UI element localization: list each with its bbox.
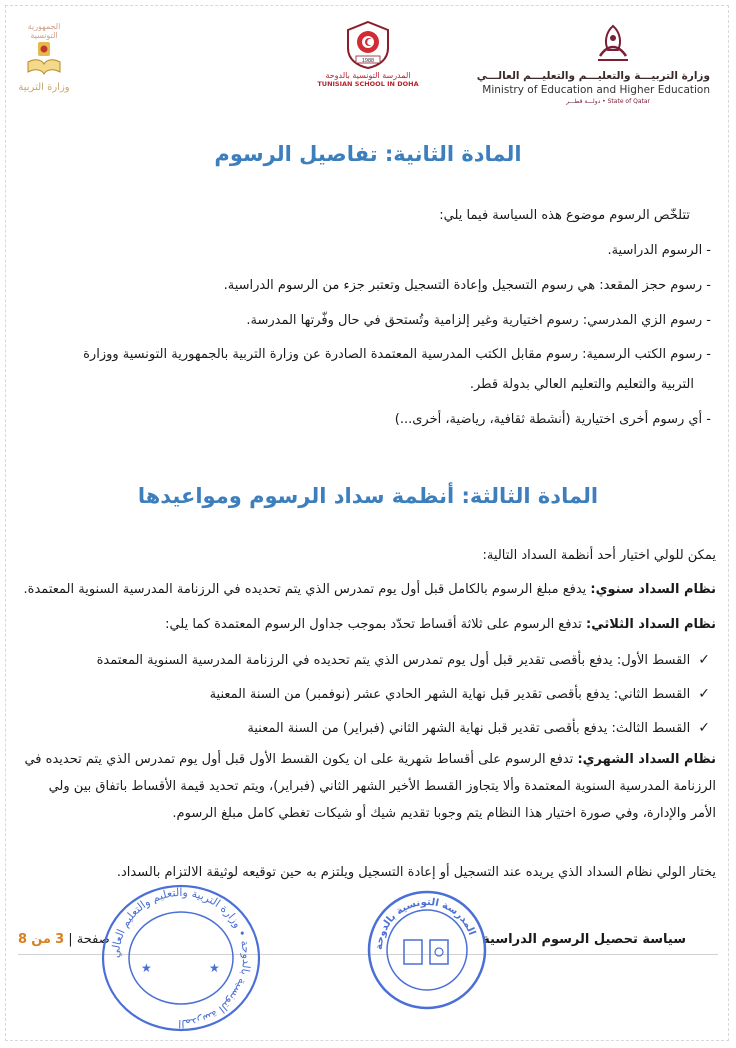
svg-text:★: ★: [209, 961, 220, 975]
installment-item: [97, 650, 710, 671]
ministry-name-arabic: وزارة التربيـــة والتعليـــم والتعليـــم العالـــي: [476, 70, 710, 82]
section-2-title: المادة الثانية: تفاصيل الرسوم: [214, 142, 522, 166]
school-name-english: TUNISIAN SCHOOL IN DOHA: [317, 80, 419, 88]
fee-item: - رسوم حجز المقعد: هي رسوم التسجيل وإعادة التسجيل وتعتبر جزء من الرسوم الدراسية.: [223, 278, 711, 293]
triple-payment-text: تدفع الرسوم على ثلاثة أقساط تحدّد بموجب جداول الرسوم المعتمدة كما يلي:: [165, 617, 582, 632]
letterhead: [0, 18, 736, 108]
installment-text: القسط الثاني: يدفع بأقصى تقدير قبل نهاية الشهر الحادي عشر (نوفمبر) من السنة المعنية: [209, 687, 691, 702]
monthly-payment-text: تدفع الرسوم على أقساط شهرية على ان يكون القسط الأول قبل أول يوم تمدرس الذي يتم تحديده في الرزنامة المدرسية السنوية المعتمدة وألا يتجاوز القسط الأخير الشهر الثاني (فبراير)، ويتم تحديد قيمة الأقساط باتفاق بين ولي الأمر والإدارة، وفي صورة اختيار هذا النظام يتم وجوبا تقديم شيك أو شيكات تغطي كامل مبلغ الرسوم.: [24, 752, 716, 821]
monthly-payment-label: نظام السداد الشهري:: [577, 752, 716, 767]
school-seal-icon: [344, 20, 392, 70]
installment-item: [247, 718, 710, 739]
monthly-payment-rule: [20, 746, 716, 827]
stamp-left-text: المدرسة التونسية بالدوحة • وزارة التربية والتعليم والتعليم العالي: [108, 885, 254, 1031]
official-stamp-right: [364, 888, 490, 1012]
installment-text: القسط الأول: يدفع بأقصى تقدير قبل أول يوم تمدرس الذي يتم تحديده في الرزنامة المدرسية السنوية المعتمدة: [96, 653, 691, 668]
footer-policy-title: سياسة تحصيل الرسوم الدراسية: [482, 932, 686, 947]
school-seal-year: 1988: [361, 57, 375, 64]
page-of: من: [31, 932, 51, 947]
installment-item: [210, 684, 710, 705]
page-word: صفحة: [76, 932, 110, 947]
fee-item: - أي رسوم أخرى اختيارية (أنشطة ثقافية، رياضية، أخرى...): [394, 412, 711, 427]
ministry-state-label: State of Qatar • دولـــة قطـــر: [566, 98, 650, 105]
fee-item: - الرسوم الدراسية.: [607, 243, 711, 258]
checkmark-icon: ✓: [698, 652, 710, 668]
installment-text: القسط الثالث: يدفع بأقصى تقدير قبل نهاية الشهر الثاني (فبراير) من السنة المعنية: [247, 721, 691, 736]
qatar-emblem-icon: [594, 22, 632, 66]
stamp-flag-icon: [404, 940, 422, 964]
book-emblem-icon: [24, 40, 64, 78]
checkmark-icon: ✓: [698, 686, 710, 702]
tunisia-education-logo: [14, 22, 74, 93]
annual-payment-rule: [24, 580, 716, 600]
annual-payment-text: يدفع مبلغ الرسوم بالكامل قبل أول يوم تمدرس الذي يتم تحديده في الرزنامة المدرسية السنوية المعتمدة.: [23, 582, 587, 597]
page-current: 3: [55, 932, 65, 947]
section-2-intro: تتلخّص الرسوم موضوع هذه السياسة فيما يلي:: [439, 208, 690, 223]
triple-payment-rule: [165, 615, 716, 635]
svg-text:★: ★: [141, 961, 152, 975]
page-total: 8: [18, 932, 28, 947]
stamp-right-text: المدرسة التونسية بالدوحة: [373, 896, 478, 951]
checkmark-icon: ✓: [698, 720, 710, 736]
official-stamp-left: [96, 880, 266, 1036]
section-3-title: المادة الثالثة: أنظمة سداد الرسوم ومواعيدها: [137, 484, 599, 508]
payment-closing-note: يختار الولي نظام السداد الذي يريده عند التسجيل أو إعادة التسجيل ويلتزم به حين توقيعه لوثيقة الالتزام بالسداد.: [116, 865, 716, 880]
school-name-arabic: المدرسة التونسية بالدوحة: [325, 71, 411, 80]
page-number: صفحة | 3 من 8: [18, 932, 110, 947]
triple-payment-label: نظام السداد الثلاثي:: [586, 617, 716, 632]
section-3-intro: يمكن للولي اختيار أحد أنظمة السداد التالية:: [482, 548, 716, 563]
school-logo-block: [300, 20, 436, 88]
fee-item-continuation: التربية والتعليم والتعليم العالي بدولة قطر.: [469, 377, 694, 392]
education-ministry-label: وزارة التربية: [18, 82, 70, 93]
ministry-name-english: Ministry of Education and Higher Education: [482, 84, 710, 96]
fee-item: - رسوم الزي المدرسي: رسوم اختيارية وغير إلزامية وتُستحق في حال وفّرتها المدرسة.: [246, 313, 711, 328]
tunisia-republic-label: الجمهورية التونسية: [27, 22, 61, 40]
svg-text:المدرسة التونسية بالدوحة • وزا: [109, 886, 253, 1030]
fee-item: - رسوم الكتب الرسمية: رسوم مقابل الكتب المدرسية المعتمدة الصادرة عن وزارة التربية بالجمهورية التونسية ووزارة: [83, 347, 711, 362]
annual-payment-label: نظام السداد سنوي:: [590, 582, 716, 597]
